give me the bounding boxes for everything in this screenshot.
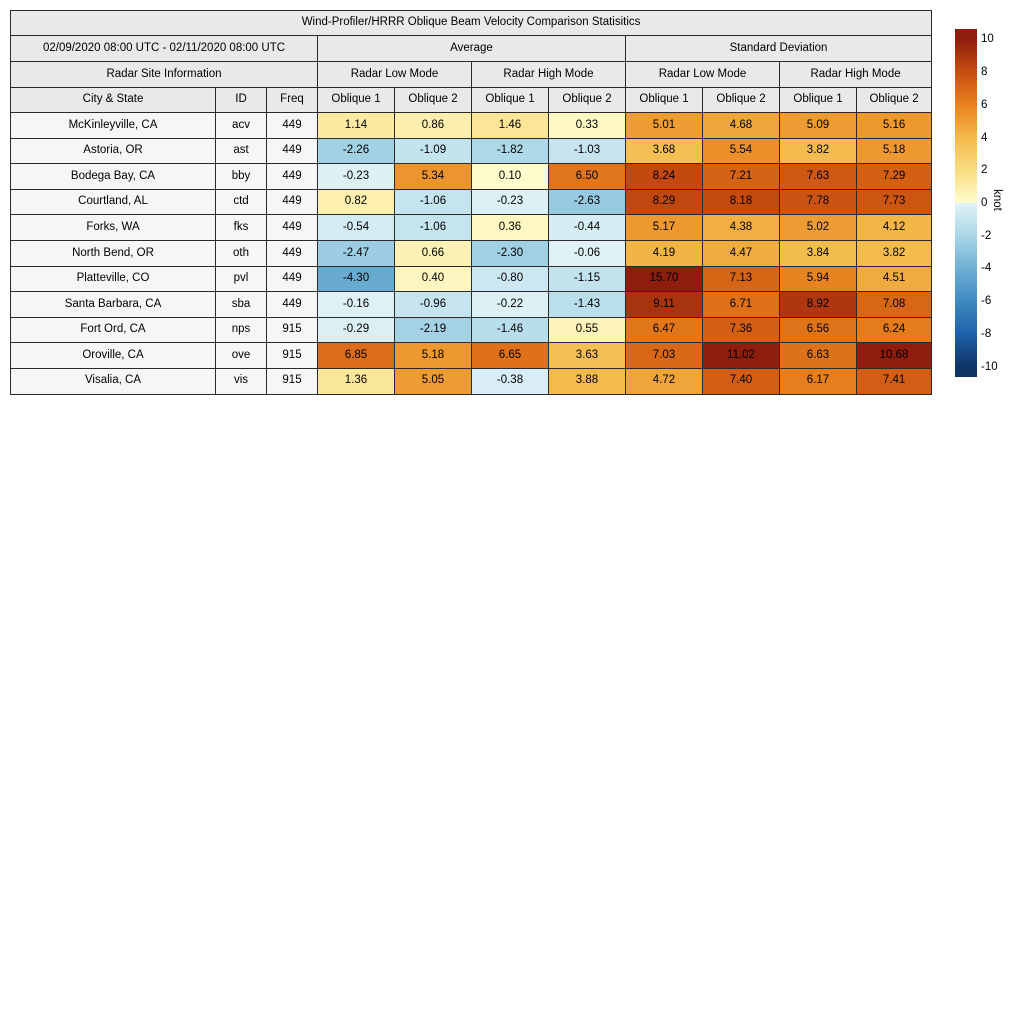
std-low-mode-header: Radar Low Mode (626, 62, 780, 88)
colorbar-tick-label: 6 (981, 98, 988, 111)
col-header-oblique1: Oblique 1 (780, 88, 857, 113)
city-cell: Oroville, CA (11, 343, 216, 369)
table-row (11, 113, 932, 139)
value-cell: -0.29 (318, 317, 395, 343)
city-cell: Santa Barbara, CA (11, 292, 216, 318)
id-cell: ast (216, 138, 267, 164)
value-cell: 15.70 (626, 266, 703, 292)
value-cell: -0.23 (318, 164, 395, 190)
colorbar-tick-label: -8 (981, 327, 992, 340)
value-cell: 7.08 (857, 292, 932, 318)
value-cell: -2.30 (472, 240, 549, 266)
table-row (11, 189, 932, 215)
colorbar-tick-label: 2 (981, 164, 988, 177)
value-cell: -0.96 (395, 292, 472, 318)
col-header-id: ID (216, 88, 267, 113)
value-cell: 1.14 (318, 113, 395, 139)
id-cell: fks (216, 215, 267, 241)
title-row (11, 11, 932, 36)
city-cell: Platteville, CO (11, 266, 216, 292)
id-cell: vis (216, 368, 267, 394)
freq-cell: 915 (267, 368, 318, 394)
city-cell: McKinleyville, CA (11, 113, 216, 139)
city-cell: Courtland, AL (11, 189, 216, 215)
value-cell: 10.68 (857, 343, 932, 369)
avg-high-mode-header: Radar High Mode (472, 62, 626, 88)
value-cell: 3.82 (857, 240, 932, 266)
table-row (11, 317, 932, 343)
value-cell: 6.65 (472, 343, 549, 369)
colorbar (955, 29, 977, 377)
value-cell: -1.09 (395, 138, 472, 164)
col-header-oblique2: Oblique 2 (549, 88, 626, 113)
value-cell: 4.51 (857, 266, 932, 292)
colorbar-tick-label: -2 (981, 229, 992, 242)
value-cell: -2.26 (318, 138, 395, 164)
value-cell: 7.78 (780, 189, 857, 215)
value-cell: 5.05 (395, 368, 472, 394)
value-cell: 7.13 (703, 266, 780, 292)
id-cell: acv (216, 113, 267, 139)
city-cell: Fort Ord, CA (11, 317, 216, 343)
value-cell: 3.84 (780, 240, 857, 266)
value-cell: 1.46 (472, 113, 549, 139)
column-header-row (11, 88, 932, 113)
id-cell: sba (216, 292, 267, 318)
std-high-mode-header: Radar High Mode (780, 62, 932, 88)
value-cell: -1.06 (395, 215, 472, 241)
value-cell: -0.06 (549, 240, 626, 266)
id-cell: ove (216, 343, 267, 369)
value-cell: 5.01 (626, 113, 703, 139)
freq-cell: 449 (267, 113, 318, 139)
value-cell: 7.29 (857, 164, 932, 190)
colorbar-tick-label: -4 (981, 262, 992, 275)
value-cell: 7.73 (857, 189, 932, 215)
value-cell: 4.38 (703, 215, 780, 241)
value-cell: 4.68 (703, 113, 780, 139)
std-dev-group-header: Standard Deviation (626, 36, 932, 62)
value-cell: 6.56 (780, 317, 857, 343)
freq-cell: 915 (267, 317, 318, 343)
city-cell: Astoria, OR (11, 138, 216, 164)
value-cell: -0.44 (549, 215, 626, 241)
table-row (11, 240, 932, 266)
freq-cell: 449 (267, 164, 318, 190)
date-range-cell: 02/09/2020 08:00 UTC - 02/11/2020 08:00 UTC (11, 36, 318, 62)
col-header-city: City & State (11, 88, 216, 113)
value-cell: -2.19 (395, 317, 472, 343)
value-cell: 0.86 (395, 113, 472, 139)
id-cell: bby (216, 164, 267, 190)
value-cell: -2.47 (318, 240, 395, 266)
value-cell: 8.24 (626, 164, 703, 190)
average-group-header: Average (318, 36, 626, 62)
value-cell: 0.55 (549, 317, 626, 343)
value-cell: -1.15 (549, 266, 626, 292)
colorbar-unit-label: knot (991, 189, 1003, 211)
value-cell: 6.71 (703, 292, 780, 318)
value-cell: 0.82 (318, 189, 395, 215)
avg-low-mode-header: Radar Low Mode (318, 62, 472, 88)
value-cell: 3.82 (780, 138, 857, 164)
col-header-oblique2: Oblique 2 (857, 88, 932, 113)
value-cell: -0.16 (318, 292, 395, 318)
colorbar-tick-label: 10 (981, 33, 994, 46)
col-header-oblique1: Oblique 1 (626, 88, 703, 113)
city-cell: Bodega Bay, CA (11, 164, 216, 190)
site-info-header: Radar Site Information (11, 62, 318, 88)
value-cell: 11.02 (703, 343, 780, 369)
value-cell: 3.88 (549, 368, 626, 394)
freq-cell: 449 (267, 266, 318, 292)
value-cell: -0.54 (318, 215, 395, 241)
value-cell: 4.12 (857, 215, 932, 241)
value-cell: 9.11 (626, 292, 703, 318)
value-cell: 5.16 (857, 113, 932, 139)
value-cell: 7.63 (780, 164, 857, 190)
value-cell: 0.40 (395, 266, 472, 292)
table-row (11, 292, 932, 318)
value-cell: 5.17 (626, 215, 703, 241)
value-cell: 6.63 (780, 343, 857, 369)
value-cell: 6.47 (626, 317, 703, 343)
value-cell: 0.36 (472, 215, 549, 241)
value-cell: 1.36 (318, 368, 395, 394)
value-cell: 8.29 (626, 189, 703, 215)
id-cell: ctd (216, 189, 267, 215)
value-cell: 4.72 (626, 368, 703, 394)
value-cell: 3.68 (626, 138, 703, 164)
value-cell: 6.24 (857, 317, 932, 343)
value-cell: 5.18 (395, 343, 472, 369)
value-cell: 5.54 (703, 138, 780, 164)
value-cell: 5.02 (780, 215, 857, 241)
value-cell: 4.19 (626, 240, 703, 266)
freq-cell: 449 (267, 215, 318, 241)
value-cell: -1.46 (472, 317, 549, 343)
value-cell: 0.10 (472, 164, 549, 190)
value-cell: 6.50 (549, 164, 626, 190)
value-cell: 7.41 (857, 368, 932, 394)
value-cell: -0.23 (472, 189, 549, 215)
col-header-oblique2: Oblique 2 (703, 88, 780, 113)
value-cell: -0.80 (472, 266, 549, 292)
statistics-table (10, 10, 932, 395)
value-cell: -4.30 (318, 266, 395, 292)
value-cell: -0.22 (472, 292, 549, 318)
value-cell: 7.40 (703, 368, 780, 394)
colorbar-tick-label: 8 (981, 66, 988, 79)
id-cell: nps (216, 317, 267, 343)
col-header-oblique2: Oblique 2 (395, 88, 472, 113)
value-cell: 4.47 (703, 240, 780, 266)
value-cell: 5.09 (780, 113, 857, 139)
value-cell: 5.18 (857, 138, 932, 164)
freq-cell: 449 (267, 138, 318, 164)
colorbar-tick-label: -6 (981, 295, 992, 308)
value-cell: 0.33 (549, 113, 626, 139)
mode-header-row (11, 62, 932, 88)
value-cell: -1.43 (549, 292, 626, 318)
table-row (11, 343, 932, 369)
value-cell: 5.34 (395, 164, 472, 190)
value-cell: 8.92 (780, 292, 857, 318)
freq-cell: 449 (267, 189, 318, 215)
colorbar-tick-label: 0 (981, 197, 988, 209)
id-cell: oth (216, 240, 267, 266)
value-cell: -2.63 (549, 189, 626, 215)
city-cell: Forks, WA (11, 215, 216, 241)
id-cell: pvl (216, 266, 267, 292)
value-cell: -1.06 (395, 189, 472, 215)
freq-cell: 449 (267, 292, 318, 318)
table-row (11, 164, 932, 190)
value-cell: 5.94 (780, 266, 857, 292)
freq-cell: 915 (267, 343, 318, 369)
city-cell: Visalia, CA (11, 368, 216, 394)
table-row (11, 215, 932, 241)
table-row (11, 368, 932, 394)
value-cell: 7.03 (626, 343, 703, 369)
value-cell: 8.18 (703, 189, 780, 215)
group-header-row (11, 36, 932, 62)
value-cell: -1.82 (472, 138, 549, 164)
col-header-oblique1: Oblique 1 (472, 88, 549, 113)
table-row (11, 266, 932, 292)
col-header-freq: Freq (267, 88, 318, 113)
value-cell: -1.03 (549, 138, 626, 164)
colorbar-tick-label: -10 (981, 360, 998, 373)
value-cell: -0.38 (472, 368, 549, 394)
chart-title: Wind-Profiler/HRRR Oblique Beam Velocity Comparison Statisitics (11, 11, 932, 36)
value-cell: 0.66 (395, 240, 472, 266)
value-cell: 6.17 (780, 368, 857, 394)
city-cell: North Bend, OR (11, 240, 216, 266)
col-header-oblique1: Oblique 1 (318, 88, 395, 113)
freq-cell: 449 (267, 240, 318, 266)
value-cell: 3.63 (549, 343, 626, 369)
table-row (11, 138, 932, 164)
value-cell: 7.21 (703, 164, 780, 190)
value-cell: 6.85 (318, 343, 395, 369)
colorbar-tick-label: 4 (981, 131, 988, 144)
value-cell: 7.36 (703, 317, 780, 343)
